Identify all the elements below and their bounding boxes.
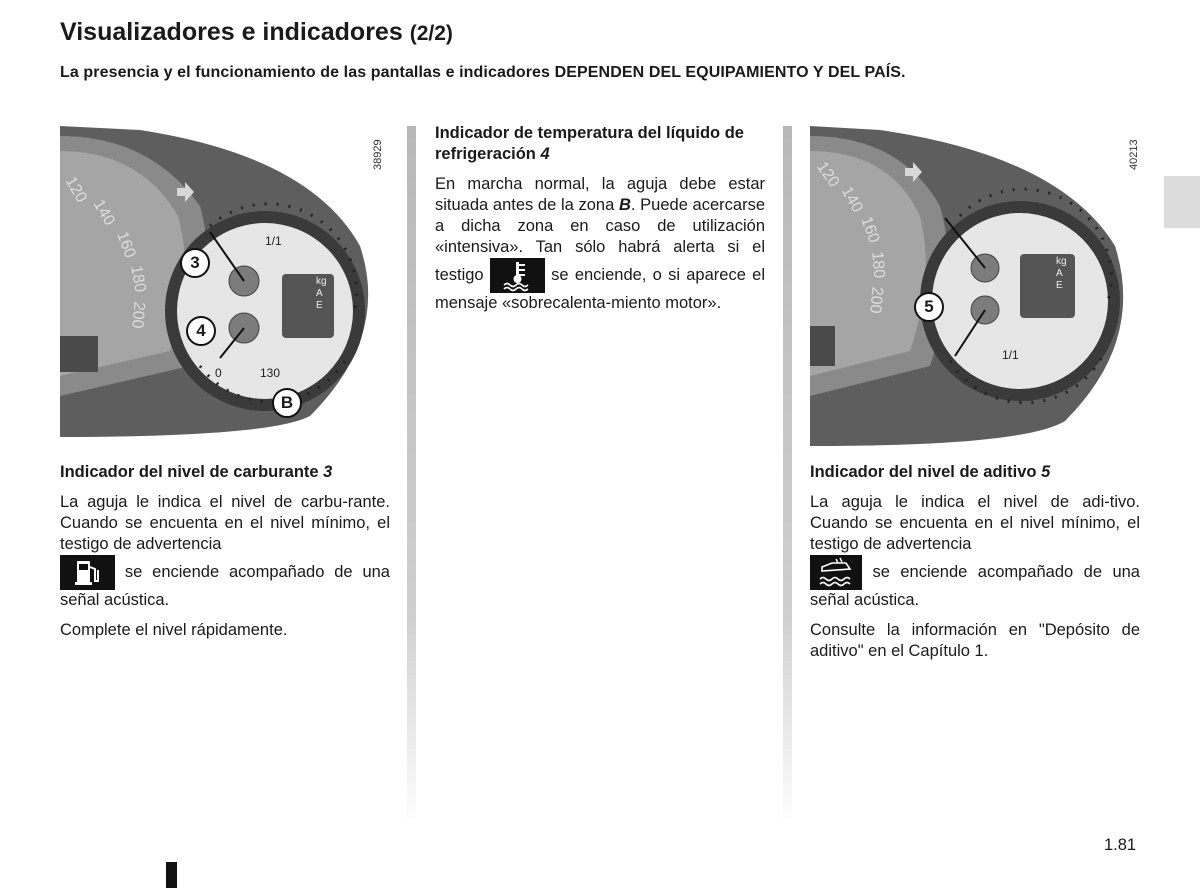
fuel-level-heading xyxy=(60,462,390,483)
speed-tick-140: 140 xyxy=(89,196,118,229)
fuel-level-text-b: se enciende acompañado de una señal acústica. xyxy=(60,562,390,609)
fuel-full-label: 1/1 xyxy=(265,234,282,248)
page-title-part: (2/2) xyxy=(409,22,453,45)
page-title-text: Visualizadores e indicadores xyxy=(60,18,403,46)
column-divider-right xyxy=(783,126,792,826)
fuel-pump-icon xyxy=(60,555,115,590)
additive-body xyxy=(810,492,1140,611)
callout-b-label: B xyxy=(280,393,294,412)
coolant-body xyxy=(435,174,765,314)
instrument-cluster-figure-right xyxy=(810,126,1140,446)
temp-zero-label: 0 xyxy=(215,366,222,380)
speed-tick-200: 200 xyxy=(128,301,148,330)
coolant-text-c: se enciende, o si aparece el mensaje «sobrecalenta-miento motor». xyxy=(435,265,765,312)
coolant-heading-num: 4 xyxy=(540,145,550,163)
additive-level-icon xyxy=(810,555,862,590)
speed-tick-140-r: 140 xyxy=(837,183,866,216)
figure-ref-right: 40213 xyxy=(1128,139,1140,170)
callout-3 xyxy=(180,248,210,278)
callout-4-label: 4 xyxy=(196,321,206,340)
fuel-level-heading-num: 3 xyxy=(323,463,333,481)
additive-heading xyxy=(810,462,1140,483)
print-mark xyxy=(166,862,177,888)
speed-tick-160-r: 160 xyxy=(857,214,883,246)
load-letters: kg A E xyxy=(316,276,327,311)
additive-full-label: 1/1 xyxy=(1002,348,1019,362)
coolant-text-a: En marcha normal, la aguja debe estar situada antes de la zona xyxy=(435,175,765,214)
coolant-temperature-section xyxy=(435,123,765,323)
chapter-tab xyxy=(1164,176,1200,228)
fuel-level-section xyxy=(60,462,390,650)
speed-tick-120: 120 xyxy=(61,173,90,206)
page-title xyxy=(60,18,453,47)
coolant-heading xyxy=(435,123,765,165)
speed-tick-180-r: 180 xyxy=(868,250,888,279)
page-number: 1.81 xyxy=(1104,836,1137,854)
equipment-notice: La presencia y el funcionamiento de las pantallas e indicadores DEPENDEN DEL EQUIPAMIENTO Y DEL PAÍS. xyxy=(60,64,906,81)
fuel-level-advice: Complete el nivel rápidamente. xyxy=(60,621,288,639)
callout-5 xyxy=(914,292,944,322)
speed-tick-200-r: 200 xyxy=(866,286,886,315)
fuel-level-body xyxy=(60,492,390,611)
coolant-text-b: . Puede acercarse a dicha zona en caso de utilización «intensiva». Tan sólo habrá alerta si el testigo xyxy=(435,196,765,284)
speed-tick-180: 180 xyxy=(127,264,149,294)
additive-heading-num: 5 xyxy=(1041,463,1051,481)
additive-level-section xyxy=(810,462,1140,671)
fuel-level-text-a: La aguja le indica el nivel de carbu-rante. Cuando se encuenta en el nivel mínimo, el testigo de advertencia xyxy=(60,493,390,553)
callout-4 xyxy=(186,316,216,346)
speed-tick-160: 160 xyxy=(113,229,139,261)
coolant-heading-text: Indicador de temperatura del líquido de refrigeración xyxy=(435,124,744,163)
callout-b xyxy=(272,388,302,418)
column-divider-left xyxy=(407,126,416,826)
speed-tick-120-r: 120 xyxy=(813,158,843,191)
additive-advice: Consulte la información en "Depósito de aditivo" en el Capítulo 1. xyxy=(810,621,1140,660)
instrument-cluster-figure-left xyxy=(60,126,380,437)
coolant-temperature-icon xyxy=(490,258,545,293)
temp-max-label: 130 xyxy=(260,366,281,380)
callout-5-label: 5 xyxy=(924,297,934,316)
callout-3-label: 3 xyxy=(190,253,200,272)
load-letters-r: kg A E xyxy=(1056,256,1067,291)
coolant-zone-ref: B xyxy=(618,196,631,214)
additive-heading-text: Indicador del nivel de aditivo xyxy=(810,463,1037,481)
additive-text-b: se enciende acompañado de una señal acústica. xyxy=(810,562,1140,609)
additive-text-a: La aguja le indica el nivel de adi-tivo. Cuando se encuenta en el nivel mínimo, el testigo de advertencia xyxy=(810,493,1140,553)
fuel-level-heading-text: Indicador del nivel de carburante xyxy=(60,463,319,481)
figure-ref-left: 38929 xyxy=(372,139,384,170)
